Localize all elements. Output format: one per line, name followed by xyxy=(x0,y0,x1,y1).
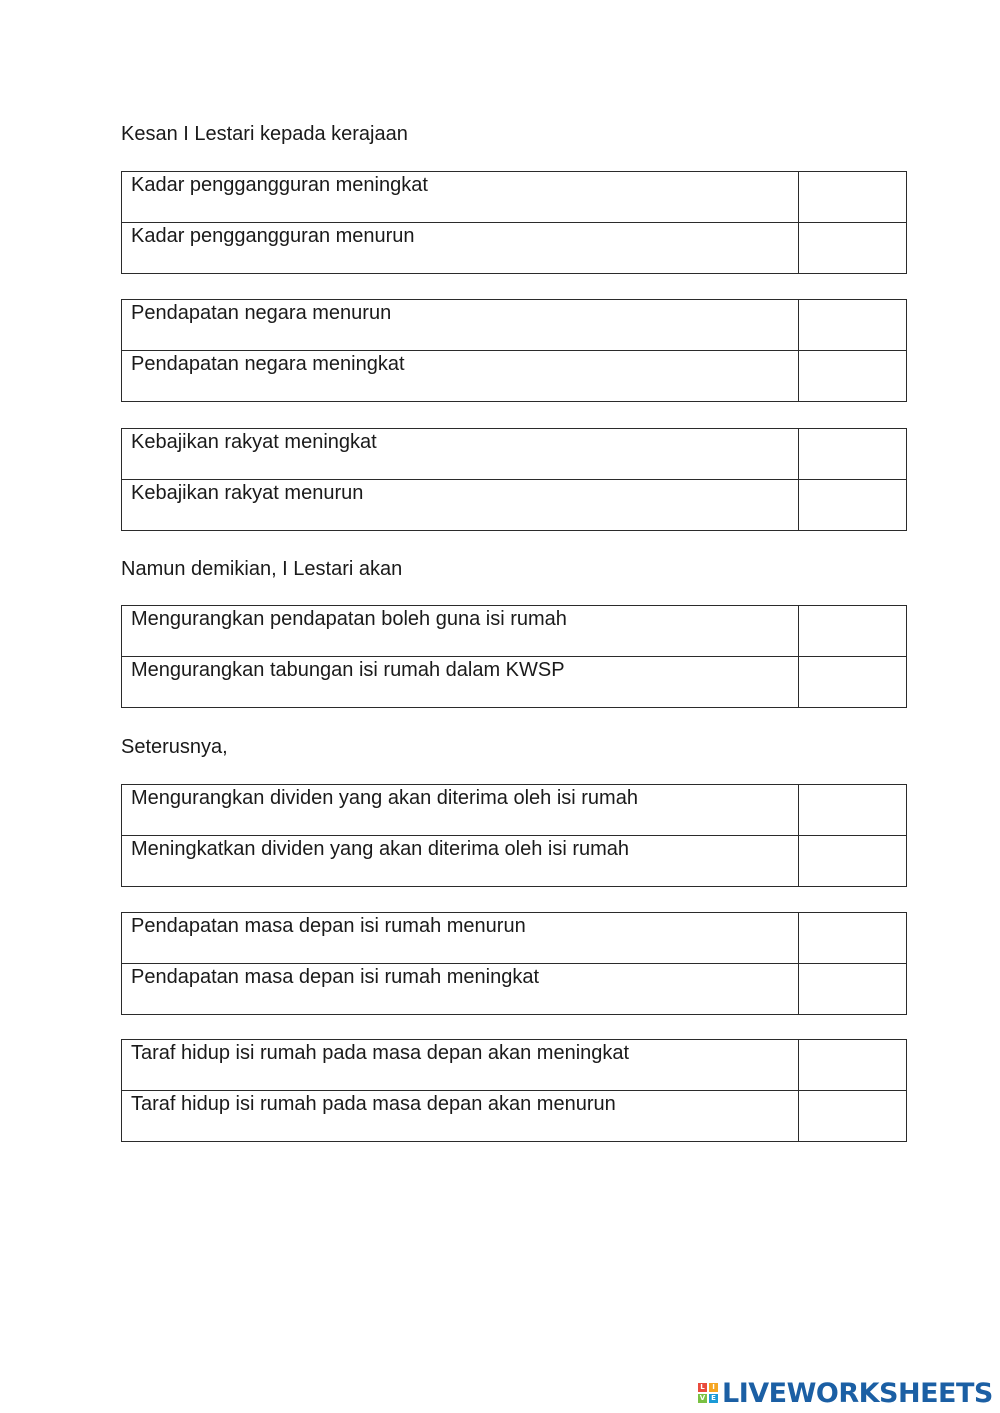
answer-box[interactable] xyxy=(799,480,907,531)
option-row xyxy=(122,606,907,657)
choice-group-dividend xyxy=(121,784,907,887)
option-label: Mengurangkan dividen yang akan diterima oleh isi rumah xyxy=(122,785,799,836)
choice-group-unemployment xyxy=(121,171,907,274)
option-label: Mengurangkan pendapatan boleh guna isi rumah xyxy=(122,606,799,657)
heading-intro: Kesan I Lestari kepada kerajaan xyxy=(121,123,408,145)
answer-box[interactable] xyxy=(799,657,907,708)
option-row xyxy=(122,172,907,223)
option-label: Pendapatan negara menurun xyxy=(122,300,799,351)
option-row xyxy=(122,1091,907,1142)
option-label: Meningkatkan dividen yang akan diterima oleh isi rumah xyxy=(122,836,799,887)
option-label: Kadar penggangguran menurun xyxy=(122,223,799,274)
answer-box[interactable] xyxy=(799,429,907,480)
option-label: Pendapatan masa depan isi rumah menurun xyxy=(122,913,799,964)
option-row xyxy=(122,785,907,836)
option-row xyxy=(122,913,907,964)
option-label: Pendapatan masa depan isi rumah meningkat xyxy=(122,964,799,1015)
answer-box[interactable] xyxy=(799,606,907,657)
answer-box[interactable] xyxy=(799,223,907,274)
logo-block: L xyxy=(698,1383,707,1392)
answer-box[interactable] xyxy=(799,913,907,964)
option-label: Taraf hidup isi rumah pada masa depan akan meningkat xyxy=(122,1040,799,1091)
brand-text: LIVEWORKSHEETS xyxy=(722,1377,993,1409)
option-row xyxy=(122,223,907,274)
logo-block: E xyxy=(709,1394,718,1403)
answer-box[interactable] xyxy=(799,1040,907,1091)
liveworksheets-logo xyxy=(698,1377,993,1409)
option-label: Mengurangkan tabungan isi rumah dalam KWSP xyxy=(122,657,799,708)
logo-blocks-icon xyxy=(698,1383,718,1403)
heading-next: Seterusnya, xyxy=(121,736,228,758)
choice-group-living-standard xyxy=(121,1039,907,1142)
choice-group-household xyxy=(121,605,907,708)
logo-block: I xyxy=(709,1383,718,1392)
option-label: Kebajikan rakyat menurun xyxy=(122,480,799,531)
option-row xyxy=(122,1040,907,1091)
option-row xyxy=(122,964,907,1015)
answer-box[interactable] xyxy=(799,351,907,402)
answer-box[interactable] xyxy=(799,1091,907,1142)
option-row xyxy=(122,351,907,402)
logo-block: V xyxy=(699,1394,706,1402)
choice-group-welfare xyxy=(121,428,907,531)
choice-group-national-income xyxy=(121,299,907,402)
heading-however: Namun demikian, I Lestari akan xyxy=(121,558,403,580)
option-row xyxy=(122,429,907,480)
answer-box[interactable] xyxy=(799,836,907,887)
choice-group-future-income xyxy=(121,912,907,1015)
answer-box[interactable] xyxy=(799,300,907,351)
option-row xyxy=(122,480,907,531)
option-label: Kadar penggangguran meningkat xyxy=(122,172,799,223)
option-label: Kebajikan rakyat meningkat xyxy=(122,429,799,480)
answer-box[interactable] xyxy=(799,785,907,836)
option-row xyxy=(122,657,907,708)
answer-box[interactable] xyxy=(799,964,907,1015)
option-label: Pendapatan negara meningkat xyxy=(122,351,799,402)
answer-box[interactable] xyxy=(799,172,907,223)
option-row xyxy=(122,300,907,351)
option-row xyxy=(122,836,907,887)
option-label: Taraf hidup isi rumah pada masa depan akan menurun xyxy=(122,1091,799,1142)
